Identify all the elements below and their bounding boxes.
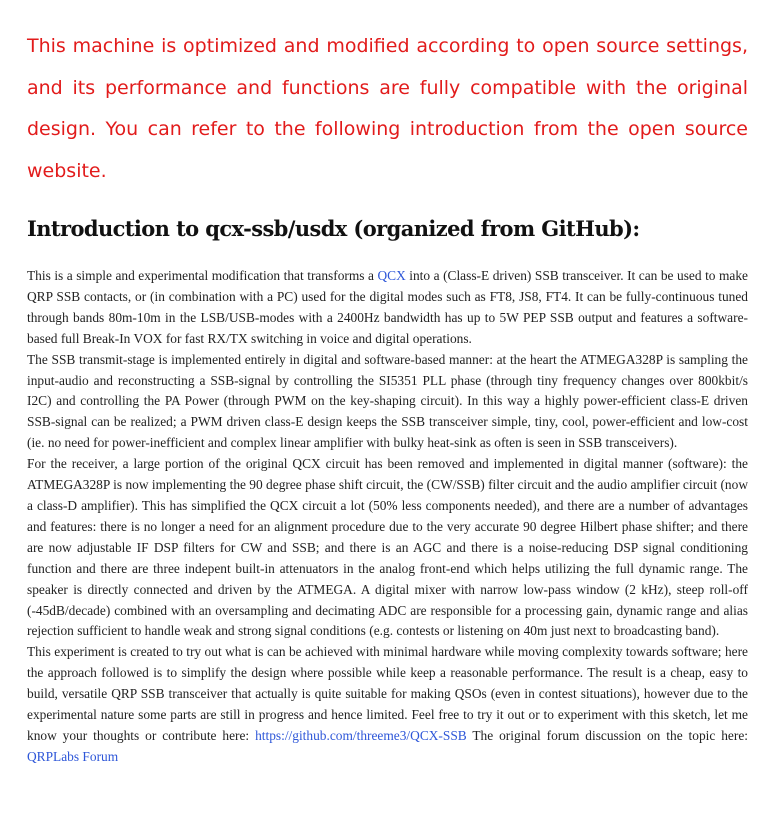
article-body (27, 266, 748, 768)
atmega328p-term: ATMEGA328P (27, 477, 110, 493)
paragraph-3-text-c: filters for CW and SSB; and there is an AGC and there is a noise-reducing (177, 539, 614, 555)
atmega328p-term: ATMEGA328P (579, 351, 663, 367)
dsp-term: DSP (613, 539, 638, 555)
paragraph-3-text-d: signal conditioning function and there are three indepent built-in attenuators in the analog front-end which helps utilizing the full dynamic range. The speaker is directly connected and driven by the (27, 539, 748, 597)
paragraph-2-text-c: PLL phase (through tiny frequency changes over 800kbit/s I2C) and controlling the (27, 372, 748, 409)
if-dsp-term: IF DSP (136, 539, 178, 555)
paragraph-3 (27, 454, 748, 642)
notice-text: This machine is optimized and modified according to open source settings, and its performance and functions are fully compatible with the original design. You can refer to the following introduction from the open source website. (27, 35, 748, 182)
qcx-link[interactable]: QCX (377, 268, 406, 283)
paragraph-2-text-b: is sampling the input-audio and reconstructing a SSB-signal by controlling the (27, 351, 748, 388)
github-link[interactable]: https://github.com/threeme3/QCX-SSB (255, 727, 467, 743)
paragraph-2 (27, 350, 748, 455)
paragraph-1 (27, 266, 748, 350)
atmega-term: ATMEGA (297, 581, 353, 597)
paragraph-2-text-d: (through PWM on the key-shaping circuit). In this way a highly power-efficient class-E driven SSB-signal can be realized; a PWM driven class-E design keeps the SSB transceiver simple, tiny, cool, power-efficient and low-cost (ie. no need for power-inefficient and complex linear amplifier with bulky heat-sink as often is seen in SSB transceivers). (27, 393, 748, 451)
section-heading: Introduction to qcx-ssb/usdx (organized from GitHub): (27, 216, 640, 241)
pa-power-term: PA Power (164, 393, 219, 409)
paragraph-3-text-e: . A digital mixer with narrow low-pass window (2 kHz), steep roll-off (-45dB/decade) combined with an oversampling and decimating ADC are responsible for a processing gain, dynamic range and alias rejection sufficient to handle weak and strong signal conditions (e.g. contests or listening on 40m just next to broadcasting band). (27, 581, 748, 639)
paragraph-1-text-b: into a (Class-E driven) SSB transceiver. It can be used to make QRP SSB contacts, or (in combination with a PC) used for the digital modes such as FT8, JS8, FT4. It can be fully-continuous tuned through bands 80m-10m in the LSB/USB-modes with a 2400Hz bandwidth has up to 5W PEP SSB output and features a software-based full Break-In VOX for fast RX/TX switching in voice and digital operations. (27, 268, 748, 346)
paragraph-3-text-b: is now implementing the 90 degree phase shift circuit, the (CW/SSB) filter circuit and the audio amplifier circuit (now a class-D amplifier). This has simplified the QCX circuit a lot (50% less components needed), and there are a number of advantages and features: there is no longer a need for an alignment procedure due to the very accurate 90 degree Hilbert phase shifter; and there are now adjustable (27, 477, 748, 555)
paragraph-1-text-a: This is a simple and experimental modification that transforms a (27, 268, 378, 283)
si5351-term: SI5351 (378, 372, 418, 388)
paragraph-3-text-a: For the receiver, a large portion of the original QCX circuit has been removed and implemented in digital manner (software): the (27, 456, 748, 472)
paragraph-4-text-b: The original forum discussion on the topic here: (466, 727, 748, 743)
qrplabs-forum-link[interactable]: QRPLabs Forum (27, 748, 119, 764)
paragraph-4-text-a: This experiment is created to try out what is can be achieved with minimal hardware while moving complexity towards software; here the approach followed is to simplify the design where possible while keep a reasonable performance. The result is a cheap, easy to build, versatile QRP SSB transceiver that actually is quite suitable for making QSOs (even in contest situations), however due to the experimental nature some parts are still in progress and hence limited. Feel free to try it out or to experiment with this sketch, let me know your thoughts or contribute here: (27, 644, 748, 743)
paragraph-4 (27, 642, 748, 767)
paragraph-2-text-a: The SSB transmit-stage is implemented entirely in digital and software-based manner: at the heart the (27, 351, 580, 367)
